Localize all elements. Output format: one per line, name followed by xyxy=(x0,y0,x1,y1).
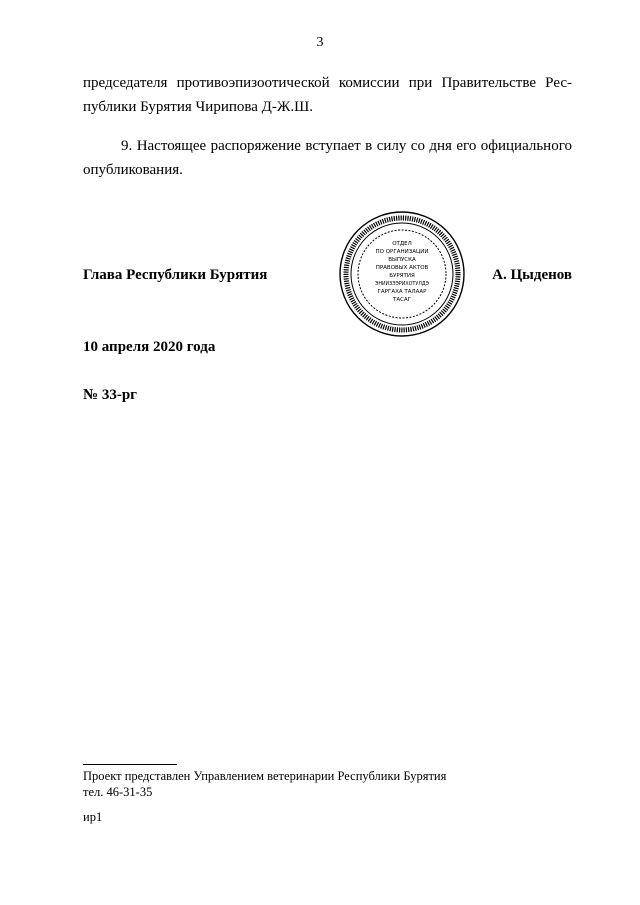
seal-line: ПРАВОВЫХ АКТОВ xyxy=(375,265,429,271)
seal-line: ЭНИИЗЭЭРИХОТУЛДЭ xyxy=(374,282,430,287)
footnote-phone: тел. 46-31-35 xyxy=(83,785,153,799)
official-seal xyxy=(338,210,466,338)
signatory-name: А. Цыденов xyxy=(492,267,572,283)
seal-line: ОТДЕЛ xyxy=(392,241,412,247)
seal-line: ГАРГАХА ТАЛААР xyxy=(377,289,427,295)
seal-line: ТАСАГ xyxy=(392,297,412,303)
seal-line: ВЫПУСКА xyxy=(388,257,416,263)
document-number: № 33-рг xyxy=(83,387,137,403)
signatory-title: Глава Республики Бурятия xyxy=(83,267,268,283)
seal-line: ПО ОРГАНИЗАЦИИ xyxy=(375,249,429,255)
paragraph-commission: председателя противоэпизоотической комиссии при Правительстве Рес-публики Бурятия Чирипова Д-Ж.Ш. xyxy=(83,75,572,115)
footnote-divider xyxy=(83,764,177,765)
paragraph-effective xyxy=(83,134,572,182)
footnote-project: Проект представлен Управлением ветеринарии Республики Бурятия xyxy=(83,769,447,783)
paragraph-effective-text: 9. Настоящее распоряжение вступает в силу со дня его официального опубликования. xyxy=(83,138,572,178)
page-number: 3 xyxy=(316,35,324,50)
document-date: 10 апреля 2020 года xyxy=(83,339,216,355)
seal-line: БУРЯТИЯ xyxy=(389,273,415,279)
footnote-code: ир1 xyxy=(83,810,103,824)
